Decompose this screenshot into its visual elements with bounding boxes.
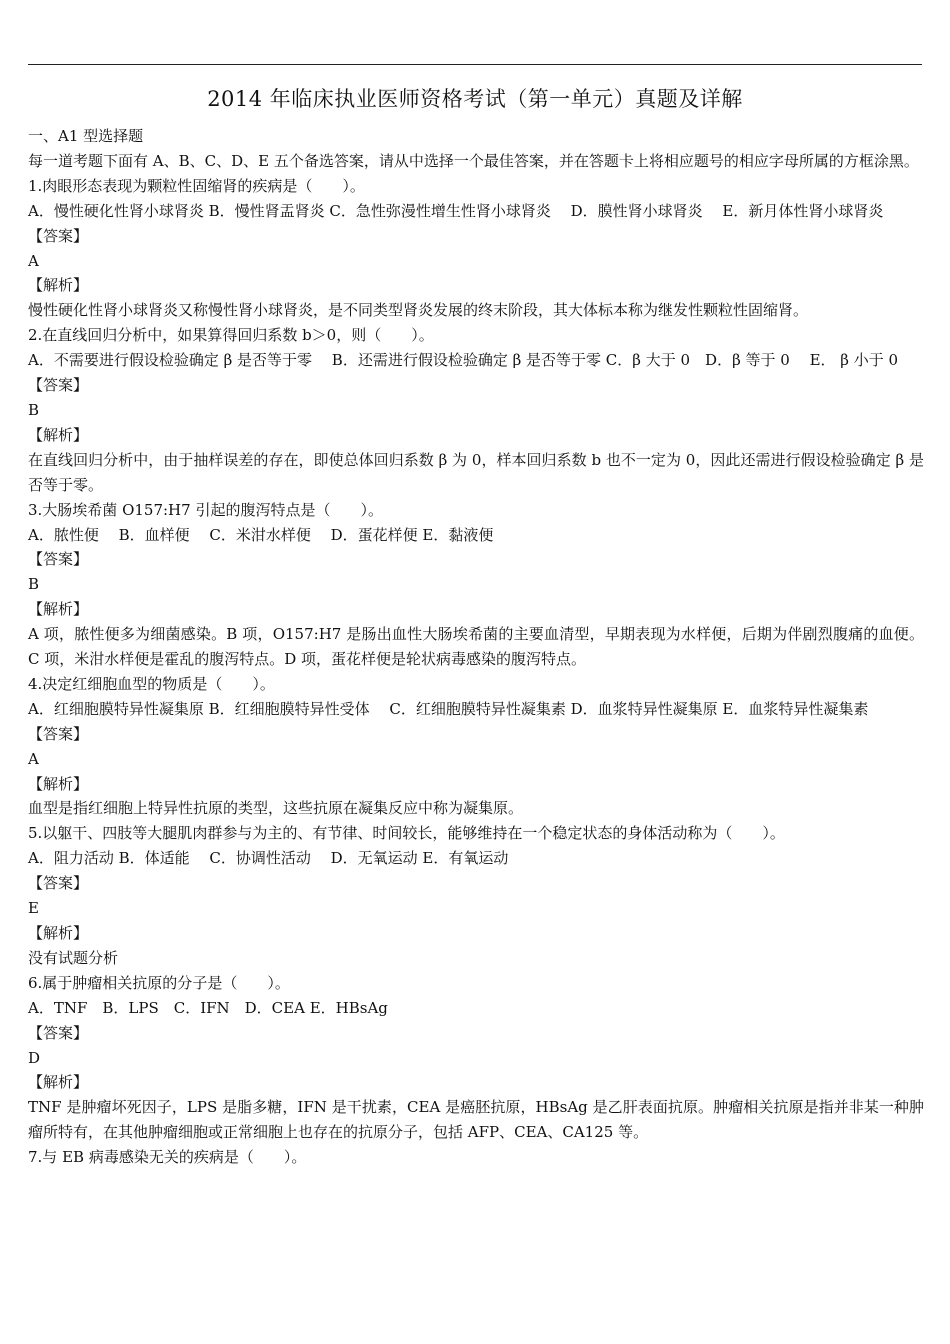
analysis-text: 没有试题分析 [28, 948, 119, 967]
analysis-text: TNF 是肿瘤坏死因子，LPS 是脂多糖，IFN 是干扰素，CEA 是癌胚抗原，HBsAg 是乙肝表面抗原。肿瘤相关抗原是指并非某一种肿瘤所特有，在其他肿瘤细胞或正常细胞上也存在的抗原分子，包括 AFP、CEA、CA125 等。 [28, 1098, 924, 1142]
analysis-heading: 【解析】 [28, 1073, 89, 1092]
answer-value: B [28, 400, 40, 419]
analysis-heading: 【解析】 [28, 600, 89, 619]
document-title: 2014 年临床执业医师资格考试（第一单元）真题及详解 [207, 87, 743, 111]
question-stem: 4.决定红细胞血型的物质是（ ）。 [28, 674, 275, 693]
answer-heading: 【答案】 [28, 550, 89, 569]
answer-value: A [28, 749, 39, 768]
answer-value: B [28, 575, 40, 594]
analysis-heading: 【解析】 [28, 924, 89, 942]
answer-value: E [28, 899, 39, 918]
answer-heading: 【答案】 [28, 874, 89, 893]
analysis-heading: 【解析】 [28, 425, 89, 444]
question-options: A．慢性硬化性肾小球肾炎 B．慢性肾盂肾炎 C．急性弥漫性增生性肾小球肾炎 D．膜性肾小球肾炎 E．新月体性肾小球肾炎 [28, 201, 884, 220]
answer-heading: 【答案】 [28, 724, 89, 743]
question-stem: 2.在直线回归分析中，如果算得回归系数 b＞0，则（ ）。 [28, 326, 434, 345]
analysis-text: 慢性硬化性肾小球肾炎又称慢性肾小球肾炎，是不同类型肾炎发展的终末阶段，其大体标本称为继发性颗粒性固缩肾。 [28, 301, 809, 320]
question-stem: 5.以躯干、四肢等大腿肌肉群参与为主的、有节律、时间较长，能够维持在一个稳定状态的身体活动称为（ ）。 [28, 824, 785, 843]
question-stem: 7.与 EB 病毒感染无关的疾病是（ ）。 [28, 1148, 307, 1167]
question-options: A．脓性便 B．血样便 C．米泔水样便 D．蛋花样便 E．黏液便 [28, 525, 494, 544]
document-body [28, 124, 924, 1170]
analysis-text: 血型是指红细胞上特异性抗原的类型，这些抗原在凝集反应中称为凝集原。 [28, 799, 524, 818]
answer-value: D [28, 1048, 41, 1067]
analysis-text: A 项，脓性便多为细菌感染。B 项，O157:H7 是肠出血性大肠埃希菌的主要血清型，早期表现为水样便，后期为伴剧烈腹痛的血便。C 项，米泔水样便是霍乱的腹泻特点。D 项，蛋花样便是轮状病毒感染的腹泻特点。 [28, 625, 924, 669]
answer-value: A [28, 251, 39, 270]
answer-heading: 【答案】 [28, 376, 89, 395]
answer-heading: 【答案】 [28, 226, 89, 245]
question-options: A．阻力活动 B．体适能 C．协调性活动 D．无氧运动 E．有氧运动 [28, 849, 509, 868]
question-stem: 6.属于肿瘤相关抗原的分子是（ ）。 [28, 973, 290, 992]
question-stem: 3.大肠埃希菌 O157:H7 引起的腹泻特点是（ ）。 [28, 500, 383, 519]
question-options: A．TNF B．LPS C．IFN D．CEA E．HBsAg [28, 998, 388, 1017]
answer-heading: 【答案】 [28, 1023, 89, 1042]
question-options: A．不需要进行假设检验确定 β 是否等于零 B．还需进行假设检验确定 β 是否等于零 C．β 大于 0 D．β 等于 0 E． β 小于 0 [28, 351, 899, 370]
analysis-text: 在直线回归分析中，由于抽样误差的存在，即使总体回归系数 β 为 0，样本回归系数 b 也不一定为 0，因此还需进行假设检验确定 β 是否等于零。 [28, 450, 924, 494]
analysis-heading: 【解析】 [28, 276, 89, 295]
question-options: A．红细胞膜特异性凝集原 B．红细胞膜特异性受体 C．红细胞膜特异性凝集素 D．血浆特异性凝集原 E．血浆特异性凝集素 [28, 699, 869, 718]
instructions: 每一道考题下面有 A、B、C、D、E 五个备选答案，请从中选择一个最佳答案，并在答题卡上将相应题号的相应字母所属的方框涂黑。 [28, 151, 919, 170]
analysis-heading: 【解析】 [28, 774, 89, 793]
header-rule [28, 64, 922, 65]
section-heading: 一、A1 型选择题 [28, 127, 144, 145]
question-stem: 1.肉眼形态表现为颗粒性固缩肾的疾病是（ ）。 [28, 176, 365, 195]
